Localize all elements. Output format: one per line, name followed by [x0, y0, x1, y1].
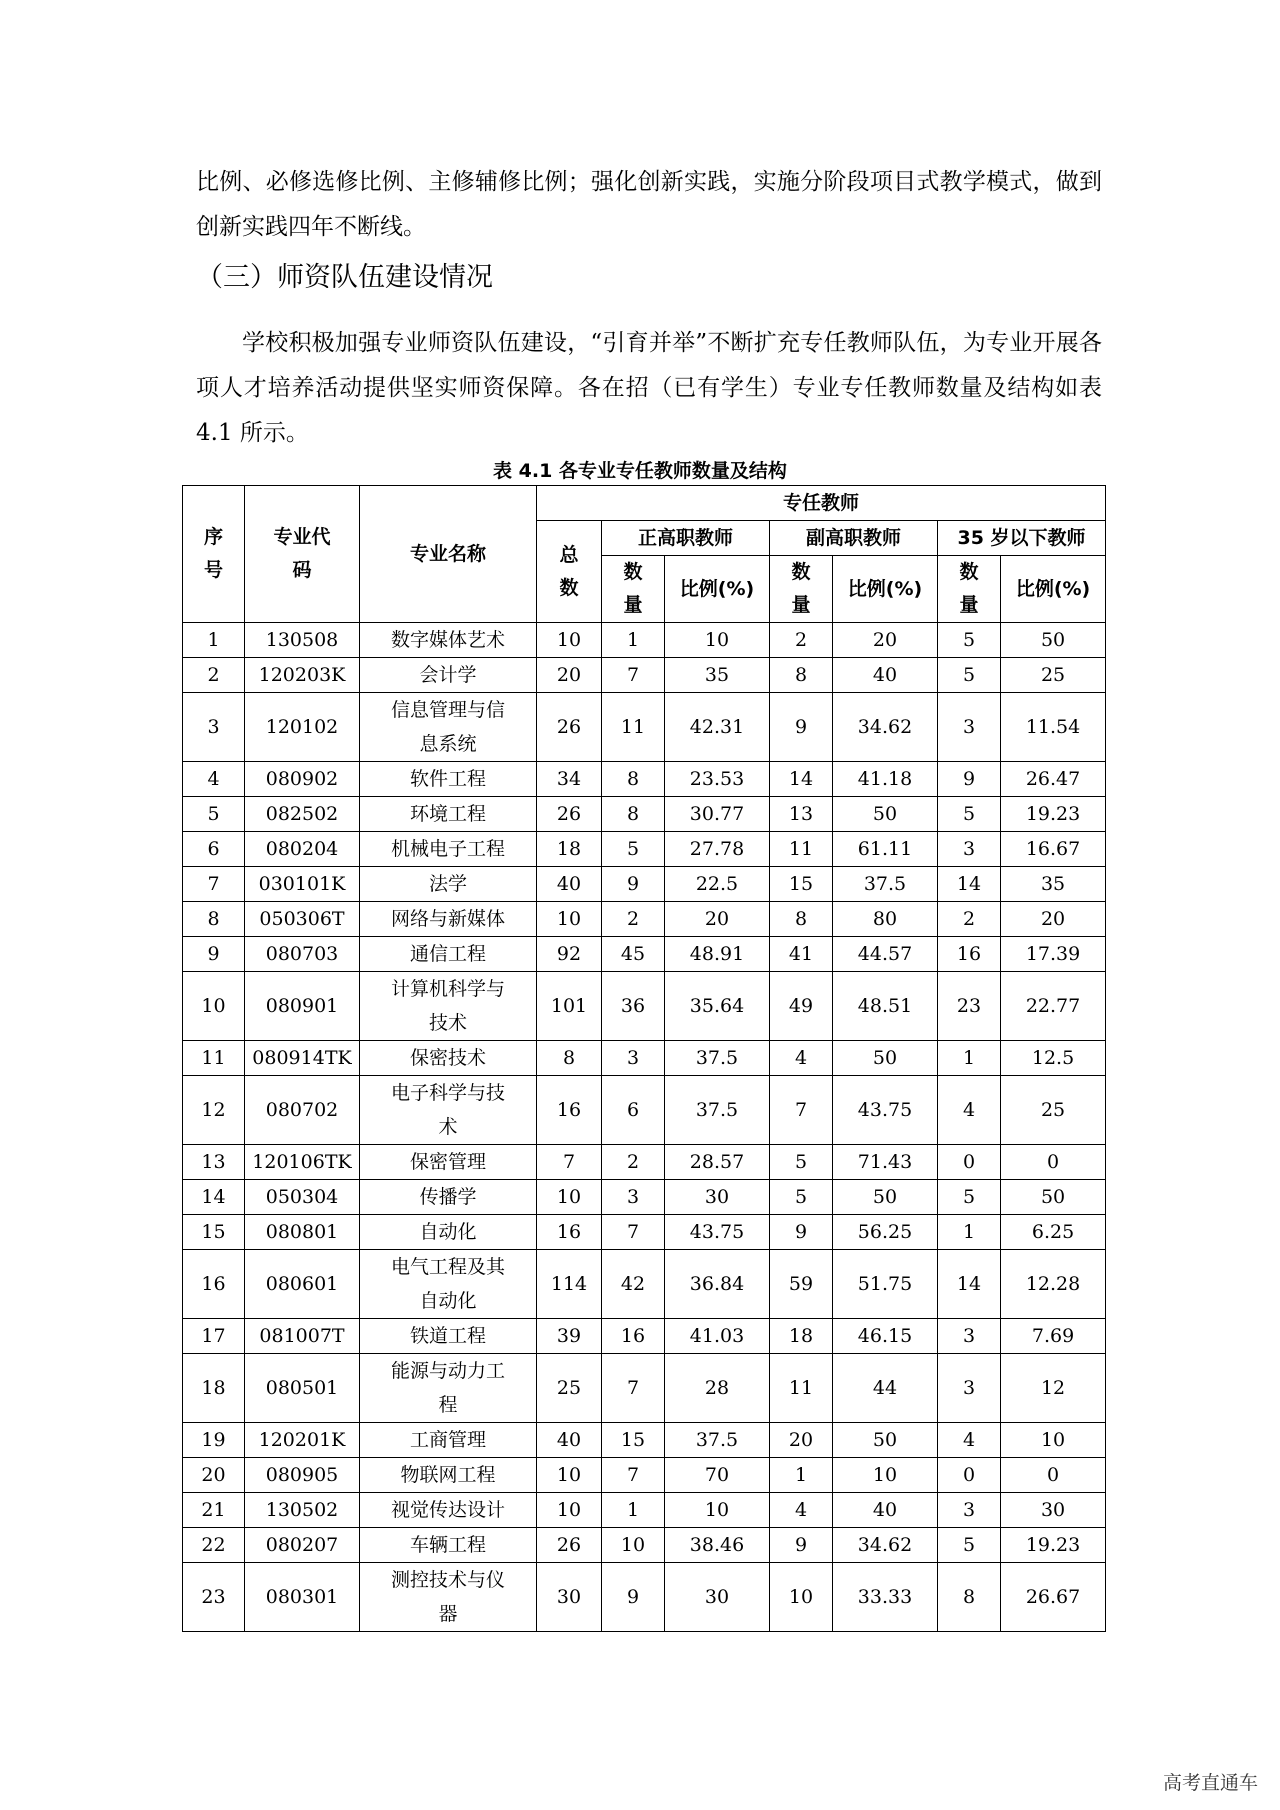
cell-senior-ratio: 38.46	[665, 1528, 770, 1563]
cell-code: 080801	[245, 1215, 360, 1250]
table-row	[183, 972, 1106, 1041]
header-associate: 副高职教师	[770, 521, 938, 556]
header-senior-ratio: 比例(%)	[665, 556, 770, 623]
cell-total: 8	[537, 1041, 602, 1076]
cell-young-count: 4	[938, 1076, 1001, 1145]
cell-young-ratio: 20	[1001, 902, 1106, 937]
cell-associate-count: 5	[770, 1145, 833, 1180]
table-row	[183, 902, 1106, 937]
cell-senior-count: 1	[602, 1493, 665, 1528]
cell-total: 10	[537, 623, 602, 658]
cell-senior-ratio: 30	[665, 1180, 770, 1215]
cell-senior-count: 8	[602, 797, 665, 832]
cell-associate-ratio: 51.75	[833, 1250, 938, 1319]
cell-senior-ratio: 23.53	[665, 762, 770, 797]
table-row	[183, 1423, 1106, 1458]
cell-senior-count: 11	[602, 693, 665, 762]
cell-total: 25	[537, 1354, 602, 1423]
cell-associate-ratio: 40	[833, 1493, 938, 1528]
header-young-ratio: 比例(%)	[1001, 556, 1106, 623]
table-row	[183, 1250, 1106, 1319]
cell-total: 92	[537, 937, 602, 972]
cell-senior-ratio: 35	[665, 658, 770, 693]
cell-code: 120201K	[245, 1423, 360, 1458]
cell-name: 视觉传达设计	[360, 1493, 537, 1528]
cell-young-count: 5	[938, 797, 1001, 832]
cell-young-ratio: 50	[1001, 1180, 1106, 1215]
cell-name: 会计学	[360, 658, 537, 693]
header-young: 35 岁以下教师	[938, 521, 1106, 556]
cell-young-ratio: 25	[1001, 1076, 1106, 1145]
cell-young-count: 14	[938, 1250, 1001, 1319]
cell-total: 114	[537, 1250, 602, 1319]
cell-associate-ratio: 46.15	[833, 1319, 938, 1354]
cell-young-count: 5	[938, 1528, 1001, 1563]
cell-code: 130502	[245, 1493, 360, 1528]
cell-code: 120102	[245, 693, 360, 762]
cell-senior-ratio: 28	[665, 1354, 770, 1423]
cell-associate-ratio: 50	[833, 1423, 938, 1458]
cell-name: 测控技术与仪 器	[360, 1563, 537, 1632]
body-paragraph-2: 学校积极加强专业师资队伍建设，“引育并举”不断扩充专任教师队伍，为专业开展各项人才培养活动提供坚实师资保障。各在招（已有学生）专业专任教师数量及结构如表 4.1 所示。	[196, 330, 1102, 446]
cell-name: 物联网工程	[360, 1458, 537, 1493]
cell-senior-ratio: 35.64	[665, 972, 770, 1041]
header-group: 专任教师	[537, 486, 1106, 521]
cell-senior-ratio: 20	[665, 902, 770, 937]
cell-young-count: 0	[938, 1145, 1001, 1180]
cell-total: 39	[537, 1319, 602, 1354]
cell-associate-ratio: 34.62	[833, 1528, 938, 1563]
cell-young-count: 8	[938, 1563, 1001, 1632]
cell-seq: 17	[183, 1319, 245, 1354]
cell-code: 081007T	[245, 1319, 360, 1354]
cell-name: 电气工程及其 自动化	[360, 1250, 537, 1319]
header-code: 专业代 码	[245, 486, 360, 623]
cell-code: 080301	[245, 1563, 360, 1632]
cell-young-ratio: 30	[1001, 1493, 1106, 1528]
cell-associate-ratio: 50	[833, 797, 938, 832]
cell-seq: 20	[183, 1458, 245, 1493]
table-row	[183, 937, 1106, 972]
cell-senior-count: 7	[602, 658, 665, 693]
table-row	[183, 623, 1106, 658]
cell-name: 信息管理与信 息系统	[360, 693, 537, 762]
cell-young-count: 5	[938, 1180, 1001, 1215]
cell-senior-count: 1	[602, 623, 665, 658]
cell-seq: 23	[183, 1563, 245, 1632]
cell-total: 10	[537, 1180, 602, 1215]
section-heading: （三）师资队伍建设情况	[196, 262, 493, 293]
cell-senior-count: 6	[602, 1076, 665, 1145]
cell-associate-count: 10	[770, 1563, 833, 1632]
cell-seq: 8	[183, 902, 245, 937]
cell-associate-ratio: 10	[833, 1458, 938, 1493]
cell-young-count: 9	[938, 762, 1001, 797]
cell-young-count: 3	[938, 1354, 1001, 1423]
cell-seq: 12	[183, 1076, 245, 1145]
cell-name: 铁道工程	[360, 1319, 537, 1354]
cell-total: 7	[537, 1145, 602, 1180]
cell-senior-ratio: 37.5	[665, 1076, 770, 1145]
cell-senior-ratio: 30	[665, 1563, 770, 1632]
table-caption: 表 4.1 各专业专任教师数量及结构	[493, 460, 787, 482]
header-name: 专业名称	[360, 486, 537, 623]
cell-associate-count: 4	[770, 1493, 833, 1528]
header-seq: 序 号	[183, 486, 245, 623]
cell-senior-ratio: 30.77	[665, 797, 770, 832]
cell-code: 050306T	[245, 902, 360, 937]
cell-name: 数字媒体艺术	[360, 623, 537, 658]
cell-senior-count: 36	[602, 972, 665, 1041]
cell-seq: 19	[183, 1423, 245, 1458]
header-senior: 正高职教师	[602, 521, 770, 556]
cell-young-ratio: 12	[1001, 1354, 1106, 1423]
cell-associate-ratio: 50	[833, 1041, 938, 1076]
cell-total: 26	[537, 1528, 602, 1563]
cell-young-ratio: 22.77	[1001, 972, 1106, 1041]
cell-young-count: 2	[938, 902, 1001, 937]
cell-senior-ratio: 42.31	[665, 693, 770, 762]
table-row	[183, 658, 1106, 693]
cell-senior-count: 2	[602, 902, 665, 937]
table-row	[183, 1528, 1106, 1563]
cell-total: 10	[537, 1458, 602, 1493]
cell-senior-ratio: 27.78	[665, 832, 770, 867]
table-row	[183, 1563, 1106, 1632]
cell-code: 080207	[245, 1528, 360, 1563]
cell-associate-count: 9	[770, 1528, 833, 1563]
cell-associate-count: 49	[770, 972, 833, 1041]
cell-seq: 14	[183, 1180, 245, 1215]
cell-code: 082502	[245, 797, 360, 832]
table-row	[183, 1354, 1106, 1423]
header-senior-count: 数 量	[602, 556, 665, 623]
cell-seq: 4	[183, 762, 245, 797]
cell-name: 车辆工程	[360, 1528, 537, 1563]
cell-senior-ratio: 22.5	[665, 867, 770, 902]
cell-senior-ratio: 41.03	[665, 1319, 770, 1354]
cell-young-count: 1	[938, 1041, 1001, 1076]
table-row	[183, 1458, 1106, 1493]
cell-associate-count: 8	[770, 902, 833, 937]
cell-young-count: 14	[938, 867, 1001, 902]
cell-young-ratio: 26.67	[1001, 1563, 1106, 1632]
cell-seq: 22	[183, 1528, 245, 1563]
cell-young-count: 5	[938, 658, 1001, 693]
header-young-count: 数 量	[938, 556, 1001, 623]
cell-seq: 15	[183, 1215, 245, 1250]
cell-senior-ratio: 43.75	[665, 1215, 770, 1250]
cell-name: 环境工程	[360, 797, 537, 832]
cell-young-count: 16	[938, 937, 1001, 972]
header-associate-count: 数 量	[770, 556, 833, 623]
cell-seq: 5	[183, 797, 245, 832]
teacher-structure-table	[182, 485, 1106, 1632]
cell-senior-count: 9	[602, 1563, 665, 1632]
cell-associate-count: 4	[770, 1041, 833, 1076]
table-row	[183, 832, 1106, 867]
body-paragraph-1: 比例、必修选修比例、主修辅修比例；强化创新实践，实施分阶段项目式教学模式，做到创新实践四年不断线。	[196, 169, 1102, 240]
cell-code: 080914TK	[245, 1041, 360, 1076]
cell-seq: 13	[183, 1145, 245, 1180]
cell-senior-ratio: 37.5	[665, 1423, 770, 1458]
cell-senior-count: 7	[602, 1458, 665, 1493]
cell-total: 34	[537, 762, 602, 797]
cell-total: 10	[537, 1493, 602, 1528]
cell-code: 050304	[245, 1180, 360, 1215]
cell-associate-count: 8	[770, 658, 833, 693]
cell-young-ratio: 35	[1001, 867, 1106, 902]
cell-seq: 7	[183, 867, 245, 902]
cell-senior-count: 15	[602, 1423, 665, 1458]
table-body	[183, 623, 1106, 1632]
cell-associate-count: 13	[770, 797, 833, 832]
cell-seq: 9	[183, 937, 245, 972]
cell-associate-ratio: 34.62	[833, 693, 938, 762]
cell-name: 网络与新媒体	[360, 902, 537, 937]
cell-seq: 18	[183, 1354, 245, 1423]
cell-associate-ratio: 40	[833, 658, 938, 693]
table-row	[183, 1493, 1106, 1528]
cell-associate-count: 5	[770, 1180, 833, 1215]
cell-young-count: 3	[938, 693, 1001, 762]
cell-associate-count: 59	[770, 1250, 833, 1319]
table-row	[183, 1041, 1106, 1076]
cell-young-ratio: 19.23	[1001, 1528, 1106, 1563]
cell-senior-count: 7	[602, 1215, 665, 1250]
cell-associate-count: 2	[770, 623, 833, 658]
cell-associate-count: 41	[770, 937, 833, 972]
cell-young-ratio: 10	[1001, 1423, 1106, 1458]
cell-associate-ratio: 41.18	[833, 762, 938, 797]
cell-senior-count: 7	[602, 1354, 665, 1423]
cell-seq: 1	[183, 623, 245, 658]
cell-senior-count: 8	[602, 762, 665, 797]
cell-code: 080204	[245, 832, 360, 867]
cell-young-count: 5	[938, 623, 1001, 658]
cell-senior-count: 42	[602, 1250, 665, 1319]
cell-associate-ratio: 44	[833, 1354, 938, 1423]
cell-associate-ratio: 48.51	[833, 972, 938, 1041]
cell-associate-ratio: 61.11	[833, 832, 938, 867]
watermark-text: 高考直通车	[1162, 1772, 1258, 1794]
cell-code: 080501	[245, 1354, 360, 1423]
cell-associate-ratio: 43.75	[833, 1076, 938, 1145]
cell-name: 保密技术	[360, 1041, 537, 1076]
cell-total: 40	[537, 867, 602, 902]
table-row	[183, 1076, 1106, 1145]
cell-code: 030101K	[245, 867, 360, 902]
cell-code: 120106TK	[245, 1145, 360, 1180]
cell-senior-ratio: 10	[665, 623, 770, 658]
cell-associate-count: 9	[770, 1215, 833, 1250]
cell-name: 工商管理	[360, 1423, 537, 1458]
cell-young-count: 3	[938, 1493, 1001, 1528]
table-row	[183, 1180, 1106, 1215]
cell-senior-ratio: 36.84	[665, 1250, 770, 1319]
table-row	[183, 1145, 1106, 1180]
cell-seq: 2	[183, 658, 245, 693]
cell-young-ratio: 25	[1001, 658, 1106, 693]
cell-senior-count: 45	[602, 937, 665, 972]
table-row	[183, 762, 1106, 797]
cell-seq: 10	[183, 972, 245, 1041]
cell-associate-count: 11	[770, 1354, 833, 1423]
cell-associate-count: 9	[770, 693, 833, 762]
cell-seq: 21	[183, 1493, 245, 1528]
cell-young-ratio: 12.5	[1001, 1041, 1106, 1076]
cell-name: 软件工程	[360, 762, 537, 797]
cell-senior-ratio: 48.91	[665, 937, 770, 972]
cell-young-ratio: 17.39	[1001, 937, 1106, 972]
cell-associate-count: 14	[770, 762, 833, 797]
cell-young-count: 23	[938, 972, 1001, 1041]
cell-code: 080601	[245, 1250, 360, 1319]
cell-name: 法学	[360, 867, 537, 902]
cell-associate-ratio: 56.25	[833, 1215, 938, 1250]
cell-senior-count: 16	[602, 1319, 665, 1354]
cell-seq: 6	[183, 832, 245, 867]
cell-young-ratio: 19.23	[1001, 797, 1106, 832]
cell-young-count: 3	[938, 832, 1001, 867]
cell-associate-ratio: 50	[833, 1180, 938, 1215]
cell-code: 080703	[245, 937, 360, 972]
cell-associate-ratio: 33.33	[833, 1563, 938, 1632]
cell-young-ratio: 12.28	[1001, 1250, 1106, 1319]
cell-senior-count: 5	[602, 832, 665, 867]
cell-code: 080901	[245, 972, 360, 1041]
cell-total: 40	[537, 1423, 602, 1458]
cell-senior-ratio: 28.57	[665, 1145, 770, 1180]
cell-seq: 11	[183, 1041, 245, 1076]
cell-young-ratio: 11.54	[1001, 693, 1106, 762]
cell-senior-count: 9	[602, 867, 665, 902]
cell-total: 18	[537, 832, 602, 867]
cell-associate-count: 20	[770, 1423, 833, 1458]
cell-young-ratio: 26.47	[1001, 762, 1106, 797]
cell-associate-count: 7	[770, 1076, 833, 1145]
cell-associate-ratio: 37.5	[833, 867, 938, 902]
cell-seq: 16	[183, 1250, 245, 1319]
cell-name: 机械电子工程	[360, 832, 537, 867]
cell-total: 30	[537, 1563, 602, 1632]
cell-senior-ratio: 10	[665, 1493, 770, 1528]
cell-associate-count: 18	[770, 1319, 833, 1354]
cell-associate-ratio: 71.43	[833, 1145, 938, 1180]
cell-senior-ratio: 37.5	[665, 1041, 770, 1076]
cell-total: 26	[537, 797, 602, 832]
cell-young-ratio: 16.67	[1001, 832, 1106, 867]
header-associate-ratio: 比例(%)	[833, 556, 938, 623]
cell-name: 计算机科学与 技术	[360, 972, 537, 1041]
cell-young-count: 0	[938, 1458, 1001, 1493]
cell-name: 电子科学与技 术	[360, 1076, 537, 1145]
cell-young-ratio: 6.25	[1001, 1215, 1106, 1250]
cell-code: 130508	[245, 623, 360, 658]
cell-associate-ratio: 20	[833, 623, 938, 658]
cell-senior-ratio: 70	[665, 1458, 770, 1493]
table-row	[183, 1319, 1106, 1354]
cell-young-ratio: 0	[1001, 1145, 1106, 1180]
cell-name: 通信工程	[360, 937, 537, 972]
cell-total: 101	[537, 972, 602, 1041]
cell-senior-count: 10	[602, 1528, 665, 1563]
cell-young-ratio: 7.69	[1001, 1319, 1106, 1354]
cell-total: 10	[537, 902, 602, 937]
table-row	[183, 867, 1106, 902]
cell-associate-ratio: 44.57	[833, 937, 938, 972]
table-row	[183, 693, 1106, 762]
header-total: 总 数	[537, 521, 602, 623]
cell-name: 传播学	[360, 1180, 537, 1215]
cell-young-ratio: 50	[1001, 623, 1106, 658]
cell-code: 080702	[245, 1076, 360, 1145]
cell-seq: 3	[183, 693, 245, 762]
cell-code: 120203K	[245, 658, 360, 693]
cell-code: 080905	[245, 1458, 360, 1493]
cell-young-ratio: 0	[1001, 1458, 1106, 1493]
cell-total: 16	[537, 1215, 602, 1250]
cell-associate-ratio: 80	[833, 902, 938, 937]
cell-total: 16	[537, 1076, 602, 1145]
cell-senior-count: 3	[602, 1041, 665, 1076]
cell-young-count: 4	[938, 1423, 1001, 1458]
cell-young-count: 3	[938, 1319, 1001, 1354]
cell-total: 20	[537, 658, 602, 693]
cell-associate-count: 15	[770, 867, 833, 902]
cell-name: 能源与动力工 程	[360, 1354, 537, 1423]
cell-name: 保密管理	[360, 1145, 537, 1180]
cell-code: 080902	[245, 762, 360, 797]
cell-total: 26	[537, 693, 602, 762]
cell-senior-count: 3	[602, 1180, 665, 1215]
cell-associate-count: 1	[770, 1458, 833, 1493]
cell-associate-count: 11	[770, 832, 833, 867]
cell-senior-count: 2	[602, 1145, 665, 1180]
cell-name: 自动化	[360, 1215, 537, 1250]
cell-young-count: 1	[938, 1215, 1001, 1250]
table-row	[183, 797, 1106, 832]
table-row	[183, 1215, 1106, 1250]
